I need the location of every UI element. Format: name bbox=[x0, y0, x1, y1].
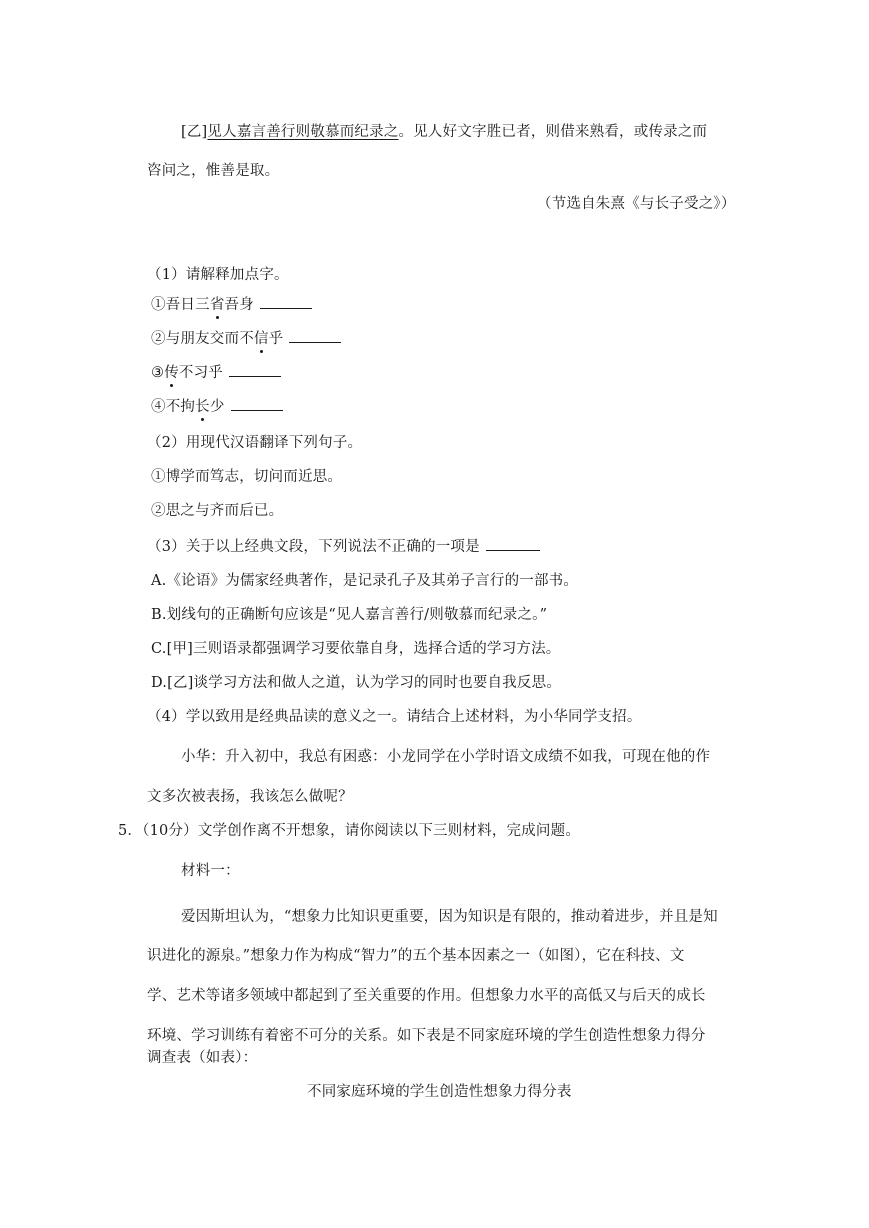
q1-item-1 bbox=[151, 293, 312, 314]
q1-item-text: ③ bbox=[151, 365, 165, 381]
q1-item-text: ①吾日三 bbox=[151, 297, 210, 313]
q1-item-text: ④不拘 bbox=[151, 399, 196, 415]
answer-blank[interactable] bbox=[486, 536, 540, 551]
q4-prompt: （4）学以致用是经典品读的意义之一。请结合上述材料，为小华同学支招。 bbox=[147, 709, 642, 725]
q1-item-2 bbox=[151, 327, 341, 348]
material-para-line3: 学、艺术等诸多领域中都起到了至关重要的作用。但想象力水平的高低又与后天的成长 bbox=[147, 988, 706, 1004]
q3-prompt bbox=[147, 535, 540, 556]
q4-text-line2: 文多次被表扬，我该怎么做呢？ bbox=[147, 789, 353, 805]
q1-item-text: 不习乎 bbox=[178, 365, 224, 381]
passage-yi-line2: 咨问之，惟善是取。 bbox=[147, 163, 280, 179]
material-para-line5: 调查表（如表）： bbox=[147, 1050, 258, 1066]
q1-item-text: 吾身 bbox=[224, 297, 254, 313]
dotted-char: 省 bbox=[210, 293, 225, 314]
dotted-char: 传 bbox=[164, 361, 179, 382]
material-para-line4: 环境、学习训练有着密不可分的关系。如下表是不同家庭环境的学生创造性想象力得分 bbox=[147, 1028, 706, 1044]
q3-option-c: C.[甲]三则语录都强调学习要依靠自身，选择合适的学习方法。 bbox=[151, 641, 561, 657]
material-para-line1: 爱因斯坦认为，“想象力比知识更重要，因为知识是有限的，推动着进步，并且是知 bbox=[181, 909, 718, 925]
passage-yi-line1 bbox=[181, 120, 707, 141]
q2-item-1: ①博学而笃志，切问而近思。 bbox=[151, 469, 343, 485]
dotted-char: 长 bbox=[195, 395, 210, 416]
q1-item-text: 乎 bbox=[268, 331, 284, 347]
q3-prompt-text: （3）关于以上经典文段，下列说法不正确的一项是 bbox=[147, 539, 480, 555]
material-para-line2: 识进化的源泉。”想象力作为构成“智力”的五个基本因素之一（如图），它在科技、文 bbox=[147, 948, 685, 964]
q1-item-3 bbox=[151, 361, 281, 382]
q3-option-a: A.《论语》为儒家经典著作，是记录孔子及其弟子言行的一部书。 bbox=[151, 573, 579, 589]
q5-prompt: 5．（10分）文学创作离不开想象，请你阅读以下三则材料，完成问题。 bbox=[118, 823, 581, 839]
answer-blank[interactable] bbox=[289, 328, 341, 343]
q4-text-line1: 小华：升入初中，我总有困惑：小龙同学在小学时语文成绩不如我，可现在他的作 bbox=[181, 749, 711, 765]
q2-item-2: ②思之与齐而后已。 bbox=[151, 503, 284, 519]
q1-prompt: （1）请解释加点字。 bbox=[147, 267, 289, 283]
q1-item-text: ②与朋友交而不 bbox=[151, 331, 254, 347]
answer-blank[interactable] bbox=[260, 294, 312, 309]
q1-item-text: 少 bbox=[209, 399, 225, 415]
table-title: 不同家庭环境的学生创造性想象力得分表 bbox=[307, 1084, 572, 1100]
q2-prompt: （2）用现代汉语翻译下列句子。 bbox=[147, 435, 363, 451]
answer-blank[interactable] bbox=[231, 396, 283, 411]
q3-option-d: D.[乙]谈学习方法和做人之道，认为学习的同时也要自我反思。 bbox=[151, 675, 562, 691]
material-label: 材料一： bbox=[181, 863, 240, 879]
underlined-sentence: 见人嘉言善行则敬慕而纪录之 bbox=[207, 124, 399, 140]
passage-source: （节选自朱熹《与长子受之》） bbox=[537, 196, 736, 212]
q1-item-4 bbox=[151, 395, 283, 416]
passage-yi-prefix: [乙] bbox=[181, 124, 208, 140]
answer-blank[interactable] bbox=[229, 362, 281, 377]
q3-option-b: B.划线句的正确断句应该是“见人嘉言善行/则敬慕而纪录之。” bbox=[151, 607, 548, 623]
dotted-char: 信 bbox=[254, 327, 269, 348]
passage-yi-rest: 。见人好文字胜已者，则借来熟看，或传录之而 bbox=[398, 124, 708, 140]
